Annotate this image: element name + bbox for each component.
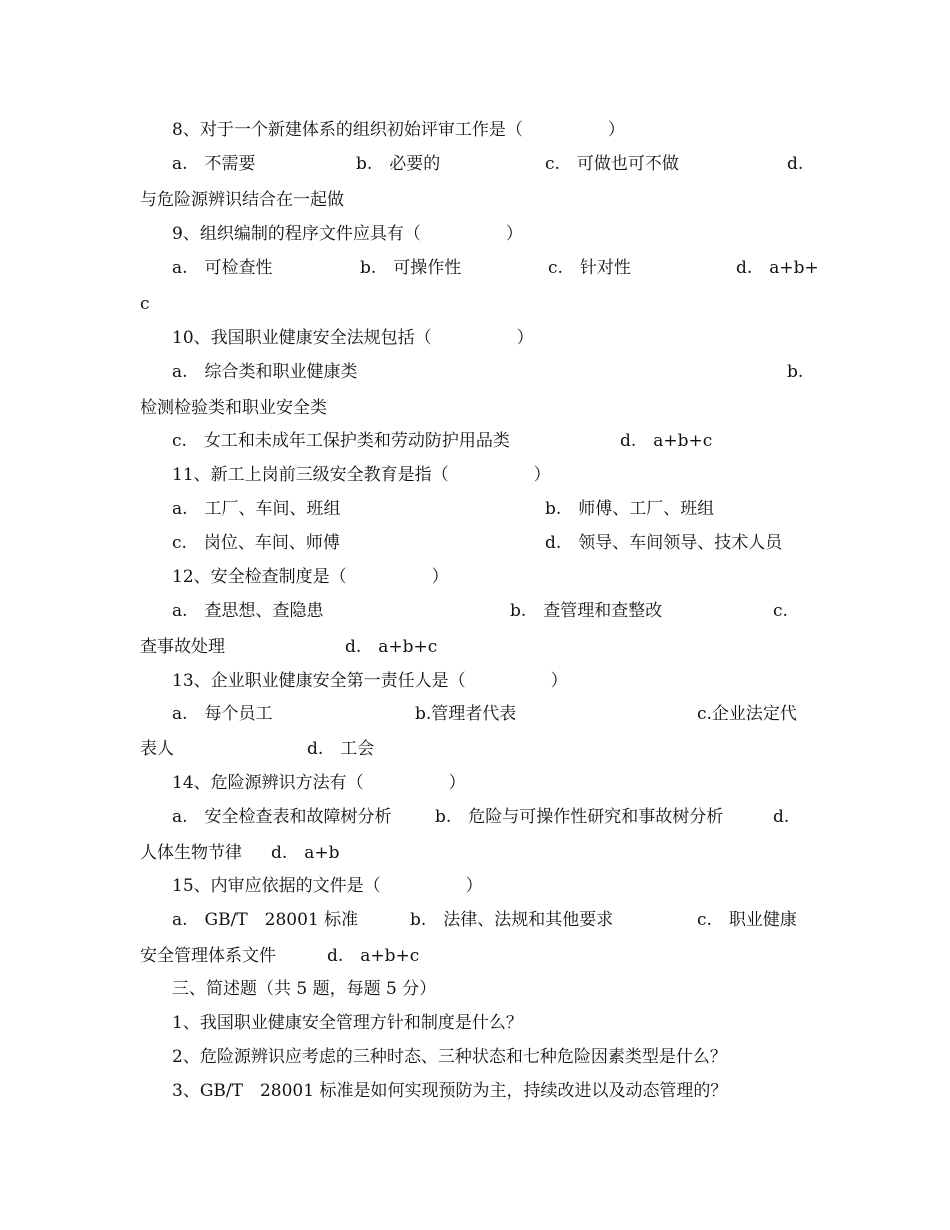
text-segment: 2、危险源辨识应考虑的三种时态、三种状态和七种危险因素类型是什么？: [172, 1047, 727, 1067]
text-segment: a. 综合类和职业健康类: [172, 362, 358, 382]
text-line: [0, 972, 950, 1006]
text-line: [0, 697, 950, 731]
text-line: [0, 800, 950, 834]
text-segment: c. 岗位、车间、师傅: [172, 533, 340, 553]
text-segment: a. GB/T 28001 标准: [172, 910, 359, 930]
text-segment: 表人: [140, 739, 174, 759]
text-segment: a. 查思想、查隐患: [172, 601, 324, 621]
text-line: [0, 321, 950, 355]
text-segment: 12、安全检查制度是（ ）: [172, 567, 449, 587]
text-segment: d. 领导、车间领导、技术人员: [545, 533, 783, 553]
text-line: [0, 766, 950, 800]
text-segment: 查事故处理: [140, 637, 225, 657]
text-segment: d. a+b+c: [327, 946, 420, 966]
text-segment: a. 可检查性: [172, 258, 273, 278]
text-segment: a. 工厂、车间、班组: [172, 499, 341, 519]
text-segment: b. 查管理和查整改: [510, 601, 663, 621]
text-segment: d. a+b+: [736, 258, 819, 278]
text-segment: c.企业法定代: [697, 704, 797, 724]
text-segment: 11、新工上岗前三级安全教育是指（ ）: [172, 465, 551, 485]
text-segment: 三、简述题（共 5 题，每题 5 分）: [172, 979, 437, 999]
text-line: [0, 424, 950, 458]
text-segment: b. 可操作性: [360, 258, 462, 278]
text-line: [0, 355, 950, 389]
text-segment: d.: [773, 807, 790, 827]
text-line: [0, 939, 950, 973]
text-segment: 9、组织编制的程序文件应具有（ ）: [172, 224, 523, 244]
text-segment: b.: [787, 362, 804, 382]
text-line: [0, 869, 950, 903]
text-line: [0, 903, 950, 937]
text-line: [0, 492, 950, 526]
text-segment: d. a+b+c: [620, 431, 713, 451]
text-segment: b. 危险与可操作性研究和事故树分析: [435, 807, 724, 827]
text-segment: c. 可做也可不做: [545, 154, 679, 174]
text-segment: 人体生物节律: [140, 843, 242, 863]
text-line: [0, 287, 950, 321]
text-line: [0, 391, 950, 425]
text-line: [0, 732, 950, 766]
text-segment: d. a+b: [271, 843, 340, 863]
text-segment: b. 法律、法规和其他要求: [410, 910, 614, 930]
text-segment: 13、企业职业健康安全第一责任人是（ ）: [172, 671, 568, 691]
text-line: [0, 113, 950, 147]
text-segment: 检测检验类和职业安全类: [140, 398, 327, 418]
text-segment: 10、我国职业健康安全法规包括（ ）: [172, 328, 534, 348]
text-segment: 8、对于一个新建体系的组织初始评审工作是（ ）: [172, 120, 625, 140]
text-segment: 3、GB/T 28001 标准是如何实现预防为主，持续改进以及动态管理的？: [172, 1081, 728, 1101]
text-line: [0, 147, 950, 181]
text-segment: 14、危险源辨识方法有（ ）: [172, 773, 466, 793]
text-line: [0, 560, 950, 594]
text-line: [0, 1006, 950, 1040]
text-segment: 与危险源辨识结合在一起做: [140, 190, 344, 210]
text-line: [0, 630, 950, 664]
text-segment: a. 不需要: [172, 154, 256, 174]
text-segment: d. a+b+c: [345, 637, 438, 657]
text-segment: 安全管理体系文件: [140, 946, 276, 966]
text-segment: 15、内审应依据的文件是（ ）: [172, 876, 483, 896]
text-segment: a. 安全检查表和故障树分析: [172, 807, 392, 827]
text-segment: c. 职业健康: [697, 910, 797, 930]
text-line: [0, 458, 950, 492]
text-segment: c. 女工和未成年工保护类和劳动防护用品类: [172, 431, 510, 451]
text-line: [0, 251, 950, 285]
text-line: [0, 217, 950, 251]
text-segment: a. 每个员工: [172, 704, 273, 724]
text-line: [0, 526, 950, 560]
text-segment: d. 工会: [307, 739, 375, 759]
text-line: [0, 183, 950, 217]
text-segment: b. 师傅、工厂、班组: [545, 499, 715, 519]
text-segment: c: [140, 294, 150, 314]
text-segment: b. 必要的: [356, 154, 441, 174]
text-segment: 1、我国职业健康安全管理方针和制度是什么？: [172, 1013, 523, 1033]
text-segment: d.: [787, 154, 804, 174]
text-line: [0, 594, 950, 628]
text-segment: c.: [773, 601, 788, 621]
text-line: [0, 1040, 950, 1074]
text-segment: b.管理者代表: [415, 704, 517, 724]
text-line: [0, 836, 950, 870]
text-line: [0, 1074, 950, 1108]
text-segment: c. 针对性: [548, 258, 631, 278]
text-line: [0, 664, 950, 698]
